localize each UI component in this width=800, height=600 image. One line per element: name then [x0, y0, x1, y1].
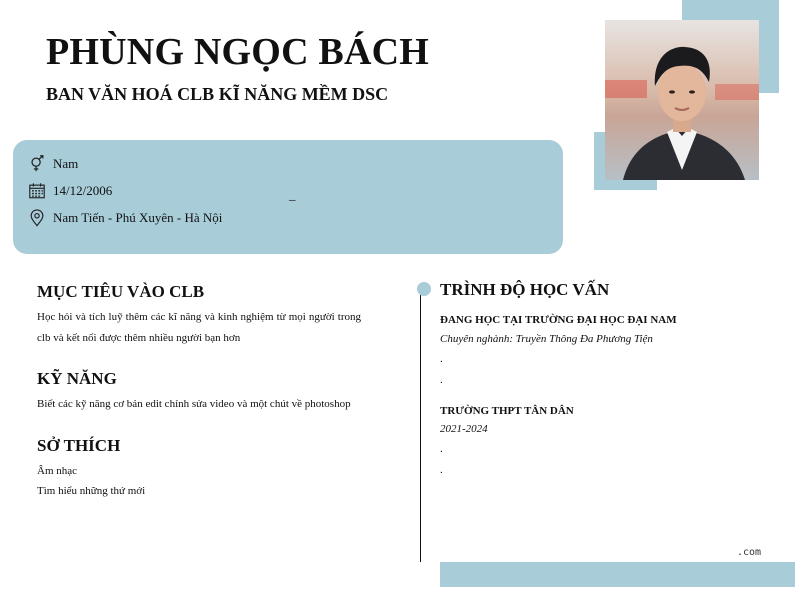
- info-birthdate-row: [28, 182, 112, 200]
- education-bullet: .: [440, 464, 443, 476]
- info-birthdate: 14/12/2006: [53, 183, 113, 198]
- education-detail: Chuyên nghành: Truyền Thông Đa Phương Tiện: [440, 333, 653, 345]
- gender-icon: [28, 155, 46, 173]
- footer-domain-text: .com: [737, 547, 762, 558]
- education-school: TRƯỜNG THPT TÂN DÂN: [440, 405, 574, 417]
- info-gender: Nam: [53, 156, 79, 171]
- info-address: Nam Tiến - Phú Xuyên - Hà Nội: [53, 210, 223, 225]
- skills-title: KỸ NĂNG: [37, 369, 117, 388]
- info-address-row: [28, 209, 222, 227]
- location-pin-icon: [28, 209, 46, 227]
- hobby-item: Tìm hiểu những thứ mới: [37, 485, 146, 497]
- timeline-line: [420, 292, 421, 562]
- deco-block-bottom: [440, 562, 795, 587]
- objective-text: Học hỏi và tích luỹ thêm các kĩ năng và kinh nghiệm từ mọi người trong clb và kết nối được thêm nhiều người bạn hơn: [37, 311, 361, 344]
- profile-photo: [605, 20, 759, 180]
- person-name: PHÙNG NGỌC BÁCH: [46, 31, 429, 73]
- skills-text: Biết các kỹ năng cơ bản edit chỉnh sửa video và một chút về photoshop: [37, 398, 351, 410]
- education-school: ĐANG HỌC TẠI TRƯỜNG ĐẠI HỌC ĐẠI NAM: [440, 314, 677, 326]
- timeline-dot: [417, 282, 431, 296]
- education-detail: 2021-2024: [440, 423, 488, 435]
- personal-info-card: [13, 140, 563, 254]
- education-bullet: .: [440, 353, 443, 365]
- education-title: TRÌNH ĐỘ HỌC VẤN: [440, 280, 610, 299]
- hobbies-title: SỞ THÍCH: [37, 436, 121, 455]
- hobby-item: Âm nhạc: [37, 465, 78, 477]
- objective-title: MỤC TIÊU VÀO CLB: [37, 282, 205, 301]
- education-bullet: .: [440, 374, 443, 386]
- education-bullet: .: [440, 443, 443, 455]
- calendar-icon: [28, 182, 46, 200]
- profile-photo-image: [605, 20, 759, 180]
- person-role: BAN VĂN HOÁ CLB KĨ NĂNG MỀM DSC: [46, 84, 389, 104]
- info-dash: _: [289, 187, 296, 202]
- info-gender-row: [28, 155, 78, 173]
